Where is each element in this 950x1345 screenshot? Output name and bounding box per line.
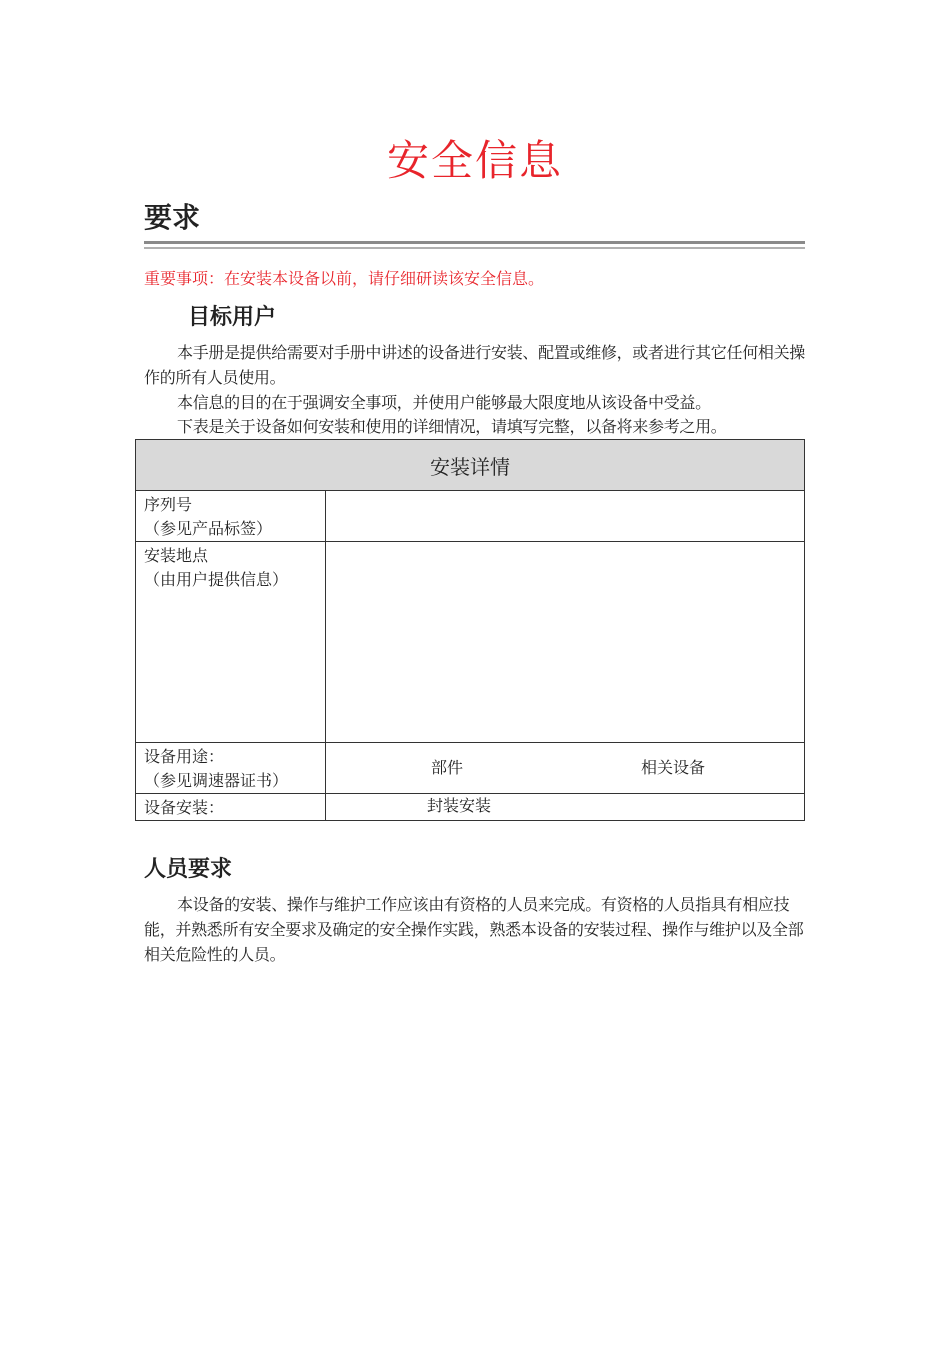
- install-label-cell: [136, 794, 326, 821]
- personnel-paragraph: 本设备的安装、操作与维护工作应该由有资格的人员来完成。有资格的人员指具有相应技能，并熟悉所有安全要求及确定的安全操作实践，熟悉本设备的安装过程、操作与维护以及全部相关危险性的人员。: [144, 895, 804, 964]
- location-value-cell[interactable]: [326, 542, 805, 743]
- table-row-serial: [136, 491, 805, 542]
- target-users-paragraph-1: 本手册是提供给需要对手册中讲述的设备进行安装、配置或维修，或者进行其它任何相关操作的所有人员使用。: [144, 343, 806, 387]
- personnel-heading: 人员要求: [144, 857, 233, 882]
- target-users-heading: 目标用户: [188, 305, 277, 330]
- install-label: 设备安装：: [144, 798, 225, 817]
- table-row-install: [136, 794, 805, 821]
- install-details-table: [135, 439, 805, 821]
- serial-value-cell[interactable]: [326, 491, 805, 542]
- location-label-note: （由用户提供信息）: [144, 570, 289, 589]
- table-row-usage: [136, 743, 805, 794]
- location-label: 安装地点: [144, 546, 209, 565]
- table-header: 安装详情: [136, 440, 805, 491]
- heading-divider: [144, 241, 805, 249]
- page-title: 安全信息: [386, 136, 563, 185]
- install-option-enclosure[interactable]: 封装安装: [427, 796, 492, 815]
- target-users-paragraph-3: 下表是关于设备如何安装和使用的详细情况，请填写完整，以备将来参考之用。: [177, 417, 727, 436]
- install-value-cell: [326, 794, 805, 821]
- location-label-cell: [136, 542, 326, 743]
- usage-value-cell: [326, 743, 805, 794]
- serial-label: 序列号: [144, 495, 193, 514]
- usage-option-part[interactable]: 部件: [431, 758, 464, 777]
- requirements-heading: 要求: [144, 201, 201, 234]
- usage-label: 设备用途：: [144, 747, 225, 766]
- serial-label-cell: [136, 491, 326, 542]
- target-users-paragraph-2: 本信息的目的在于强调安全事项，并使用户能够最大限度地从该设备中受益。: [177, 393, 711, 412]
- table-row-location: [136, 542, 805, 743]
- usage-label-note: （参见调速器证书）: [144, 771, 289, 790]
- usage-option-related-equipment[interactable]: 相关设备: [641, 758, 706, 777]
- serial-label-note: （参见产品标签）: [144, 519, 273, 538]
- important-note: 重要事项：在安装本设备以前，请仔细研读该安全信息。: [144, 269, 545, 288]
- usage-label-cell: [136, 743, 326, 794]
